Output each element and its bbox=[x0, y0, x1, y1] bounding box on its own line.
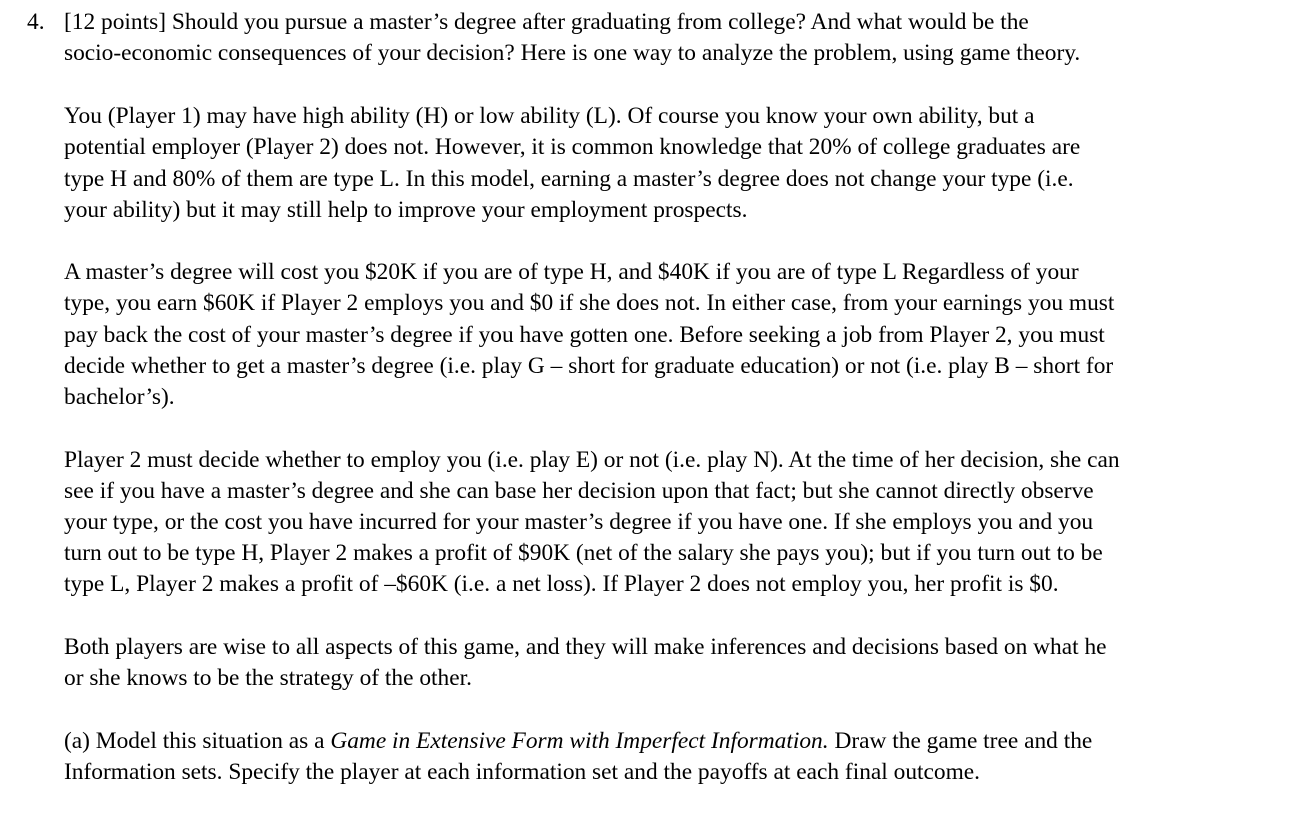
paragraph-line: You (Player 1) may have high ability (H) or low ability (L). Of course you know your own ability, but a bbox=[64, 103, 1035, 129]
part-a-text: Draw the game tree and the bbox=[828, 728, 1093, 754]
paragraph-line: or she knows to be the strategy of the other. bbox=[64, 665, 472, 691]
paragraph-line: bachelor’s). bbox=[64, 384, 175, 410]
paragraph-line: type, you earn $60K if Player 2 employs you and $0 if she does not. In either case, from your earnings you must bbox=[64, 290, 1115, 316]
paragraph-line: your ability) but it may still help to improve your employment prospects. bbox=[64, 197, 748, 223]
paragraph-line: pay back the cost of your master’s degree if you have gotten one. Before seeking a job from Player 2, you must bbox=[64, 322, 1105, 348]
paragraph-line: see if you have a master’s degree and she can base her decision upon that fact; but she cannot directly observe bbox=[64, 478, 1094, 504]
paragraph-line: potential employer (Player 2) does not. However, it is common knowledge that 20% of college graduates are bbox=[64, 134, 1081, 160]
paragraph-line: decide whether to get a master’s degree (i.e. play G – short for graduate education) or not (i.e. play B – short for bbox=[64, 353, 1114, 379]
paragraph-line: Both players are wise to all aspects of this game, and they will make inferences and decisions based on what he bbox=[64, 634, 1107, 660]
paragraph-line: Player 2 must decide whether to employ you (i.e. play E) or not (i.e. play N). At the time of her decision, she can bbox=[64, 447, 1120, 473]
question-number: 4. bbox=[27, 9, 45, 35]
part-a-text: (a) Model this situation as a bbox=[64, 728, 331, 754]
part-a-line-2: Information sets. Specify the player at each information set and the payoffs at each final outcome. bbox=[64, 759, 981, 785]
paragraph-line: turn out to be type H, Player 2 makes a profit of $90K (net of the salary she pays you); but if you turn out to be bbox=[64, 540, 1103, 566]
part-a-italic-term: Game in Extensive Form with Imperfect Information. bbox=[330, 728, 829, 754]
question-heading-line-1: [12 points] Should you pursue a master’s degree after graduating from college? And what would be the bbox=[64, 9, 1029, 35]
paragraph-line: your type, or the cost you have incurred for your master’s degree if you have one. If she employs you and you bbox=[64, 509, 1094, 535]
paragraph-line: type H and 80% of them are type L. In this model, earning a master’s degree does not change your type (i.e. bbox=[64, 166, 1074, 192]
part-a-line-1 bbox=[64, 726, 1092, 757]
paragraph-line: A master’s degree will cost you $20K if you are of type H, and $40K if you are of type L Regardless of your bbox=[64, 259, 1079, 285]
question-heading-line-2: socio-economic consequences of your decision? Here is one way to analyze the problem, using game theory. bbox=[64, 40, 1081, 66]
paragraph-line: type L, Player 2 makes a profit of –$60K (i.e. a net loss). If Player 2 does not employ you, her profit is $0. bbox=[64, 571, 1059, 597]
